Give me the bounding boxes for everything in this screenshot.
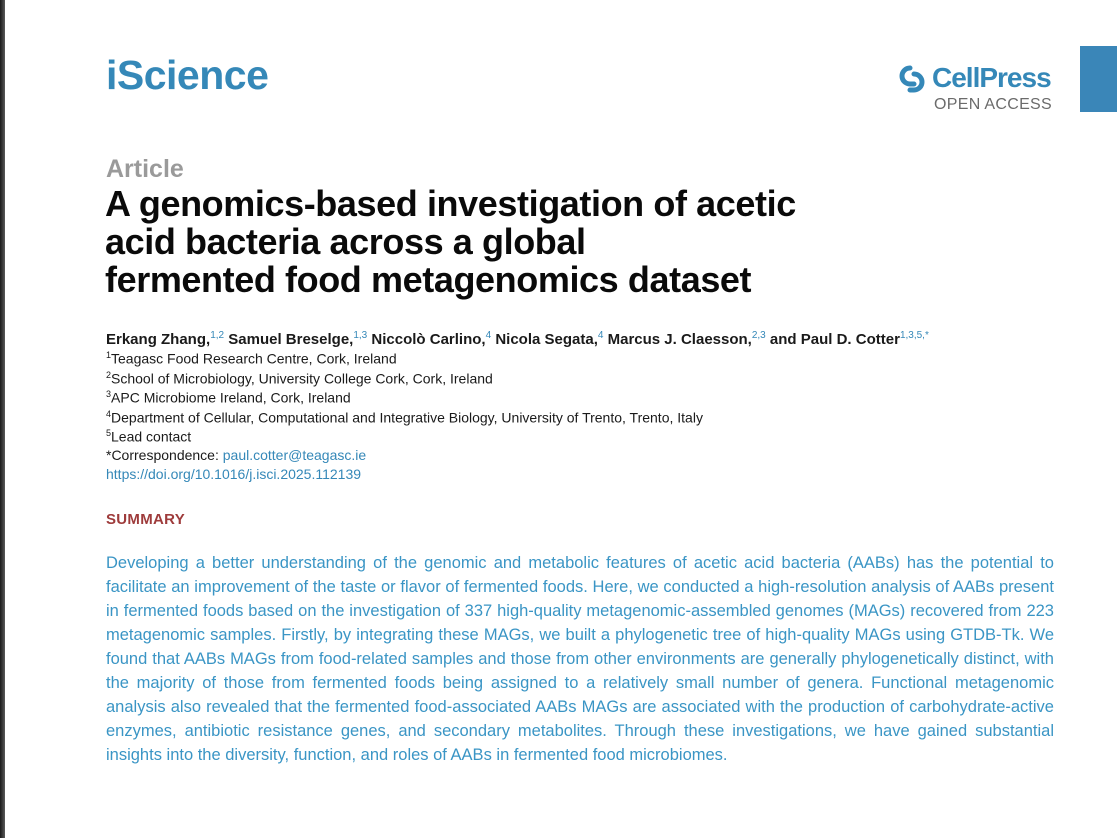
author-affil-sup: 4 — [597, 330, 604, 341]
correspondence-email-link[interactable]: paul.cotter@teagasc.ie — [222, 447, 367, 463]
author-affil-sup: 4 — [485, 330, 492, 341]
publisher-name: CellPress — [932, 62, 1051, 93]
doi-link[interactable]: https://doi.org/10.1016/j.isci.2025.112139 — [106, 466, 362, 482]
title-line: A genomics-based investigation of acetic — [105, 183, 796, 224]
author-name: Samuel Breselge, — [228, 331, 354, 348]
correspondence-label: *Correspondence: — [106, 447, 223, 463]
author-affil-sup: 1,3 — [353, 330, 368, 341]
affiliation — [106, 389, 1006, 406]
summary-text: Developing a better understanding of the genomic and metabolic features of acetic acid bacteria (AABs) has the potential to facilitate an improvement of the taste or flavor of fermented foods. Here, we conducted a high-resolution analysis of AABs present in fermented foods based on the investigation of 337 high-quality metagenomic-assembled genomes (MAGs) recovered from 223 metagenomic samples. Firstly, by integrating these MAGs, we built a phylogenetic tree of high-quality MAGs using GTDB-Tk. We found that AABs MAGs from food-related samples and those from other environments are generally phylogenetically distinct, with the majority of those from fermented foods being assigned to a relatively small number of genera. Functional metagenomic analysis also revealed that the fermented food-associated AABs MAGs are associated with the production of carbohydrate-active enzymes, antibiotic resistance genes, and secondary metabolites. Through these investigations, we have gained substantial insights into the diversity, function, and roles of AABs in fermented food microbiomes. — [106, 554, 1054, 764]
author-affil-sup: 1,3,5,* — [899, 330, 929, 341]
author-name: Niccolò Carlino, — [371, 331, 486, 348]
affiliation — [106, 409, 1006, 426]
affiliation-number: 5 — [106, 428, 112, 438]
affiliation-text: School of Microbiology, University College Cork, Cork, Ireland — [111, 370, 493, 387]
affiliation-text: APC Microbiome Ireland, Cork, Ireland — [111, 389, 351, 406]
title-line: fermented food metagenomics dataset — [105, 259, 752, 300]
author-list — [106, 330, 1106, 348]
affiliation-text: Teagasc Food Research Centre, Cork, Ireland — [111, 350, 397, 367]
affiliation-number: 4 — [106, 409, 112, 419]
affiliation-text: Department of Cellular, Computational and Integrative Biology, University of Trento, Trento, Italy — [111, 409, 703, 426]
cellpress-logo-icon — [896, 64, 930, 94]
author-affil-sup: 2,3 — [751, 330, 766, 341]
title-line: acid bacteria across a global — [105, 221, 586, 262]
correspondence — [106, 447, 1006, 463]
journal-name: iScience — [106, 52, 269, 98]
side-tab — [1080, 46, 1117, 112]
author-affil-sup: 1,2 — [210, 330, 225, 341]
author-name: and Paul D. Cotter — [769, 331, 900, 348]
publisher-logo — [896, 62, 1056, 122]
affiliation-text: Lead contact — [111, 428, 192, 445]
article-title — [105, 185, 905, 299]
author-name: Erkang Zhang, — [106, 331, 211, 348]
open-access-label: OPEN ACCESS — [934, 96, 1053, 113]
author-name: Marcus J. Claesson, — [607, 331, 752, 348]
affiliation-number: 1 — [106, 350, 112, 360]
affiliation — [106, 428, 1006, 445]
article-type: Article — [106, 155, 184, 183]
affiliation — [106, 350, 1006, 367]
summary-heading: SUMMARY — [106, 511, 186, 528]
affiliation-number: 3 — [106, 389, 112, 399]
affiliation — [106, 370, 1006, 387]
author-name: Nicola Segata, — [495, 331, 598, 348]
affiliation-number: 2 — [106, 370, 112, 380]
page-edge-shadow — [0, 0, 5, 838]
